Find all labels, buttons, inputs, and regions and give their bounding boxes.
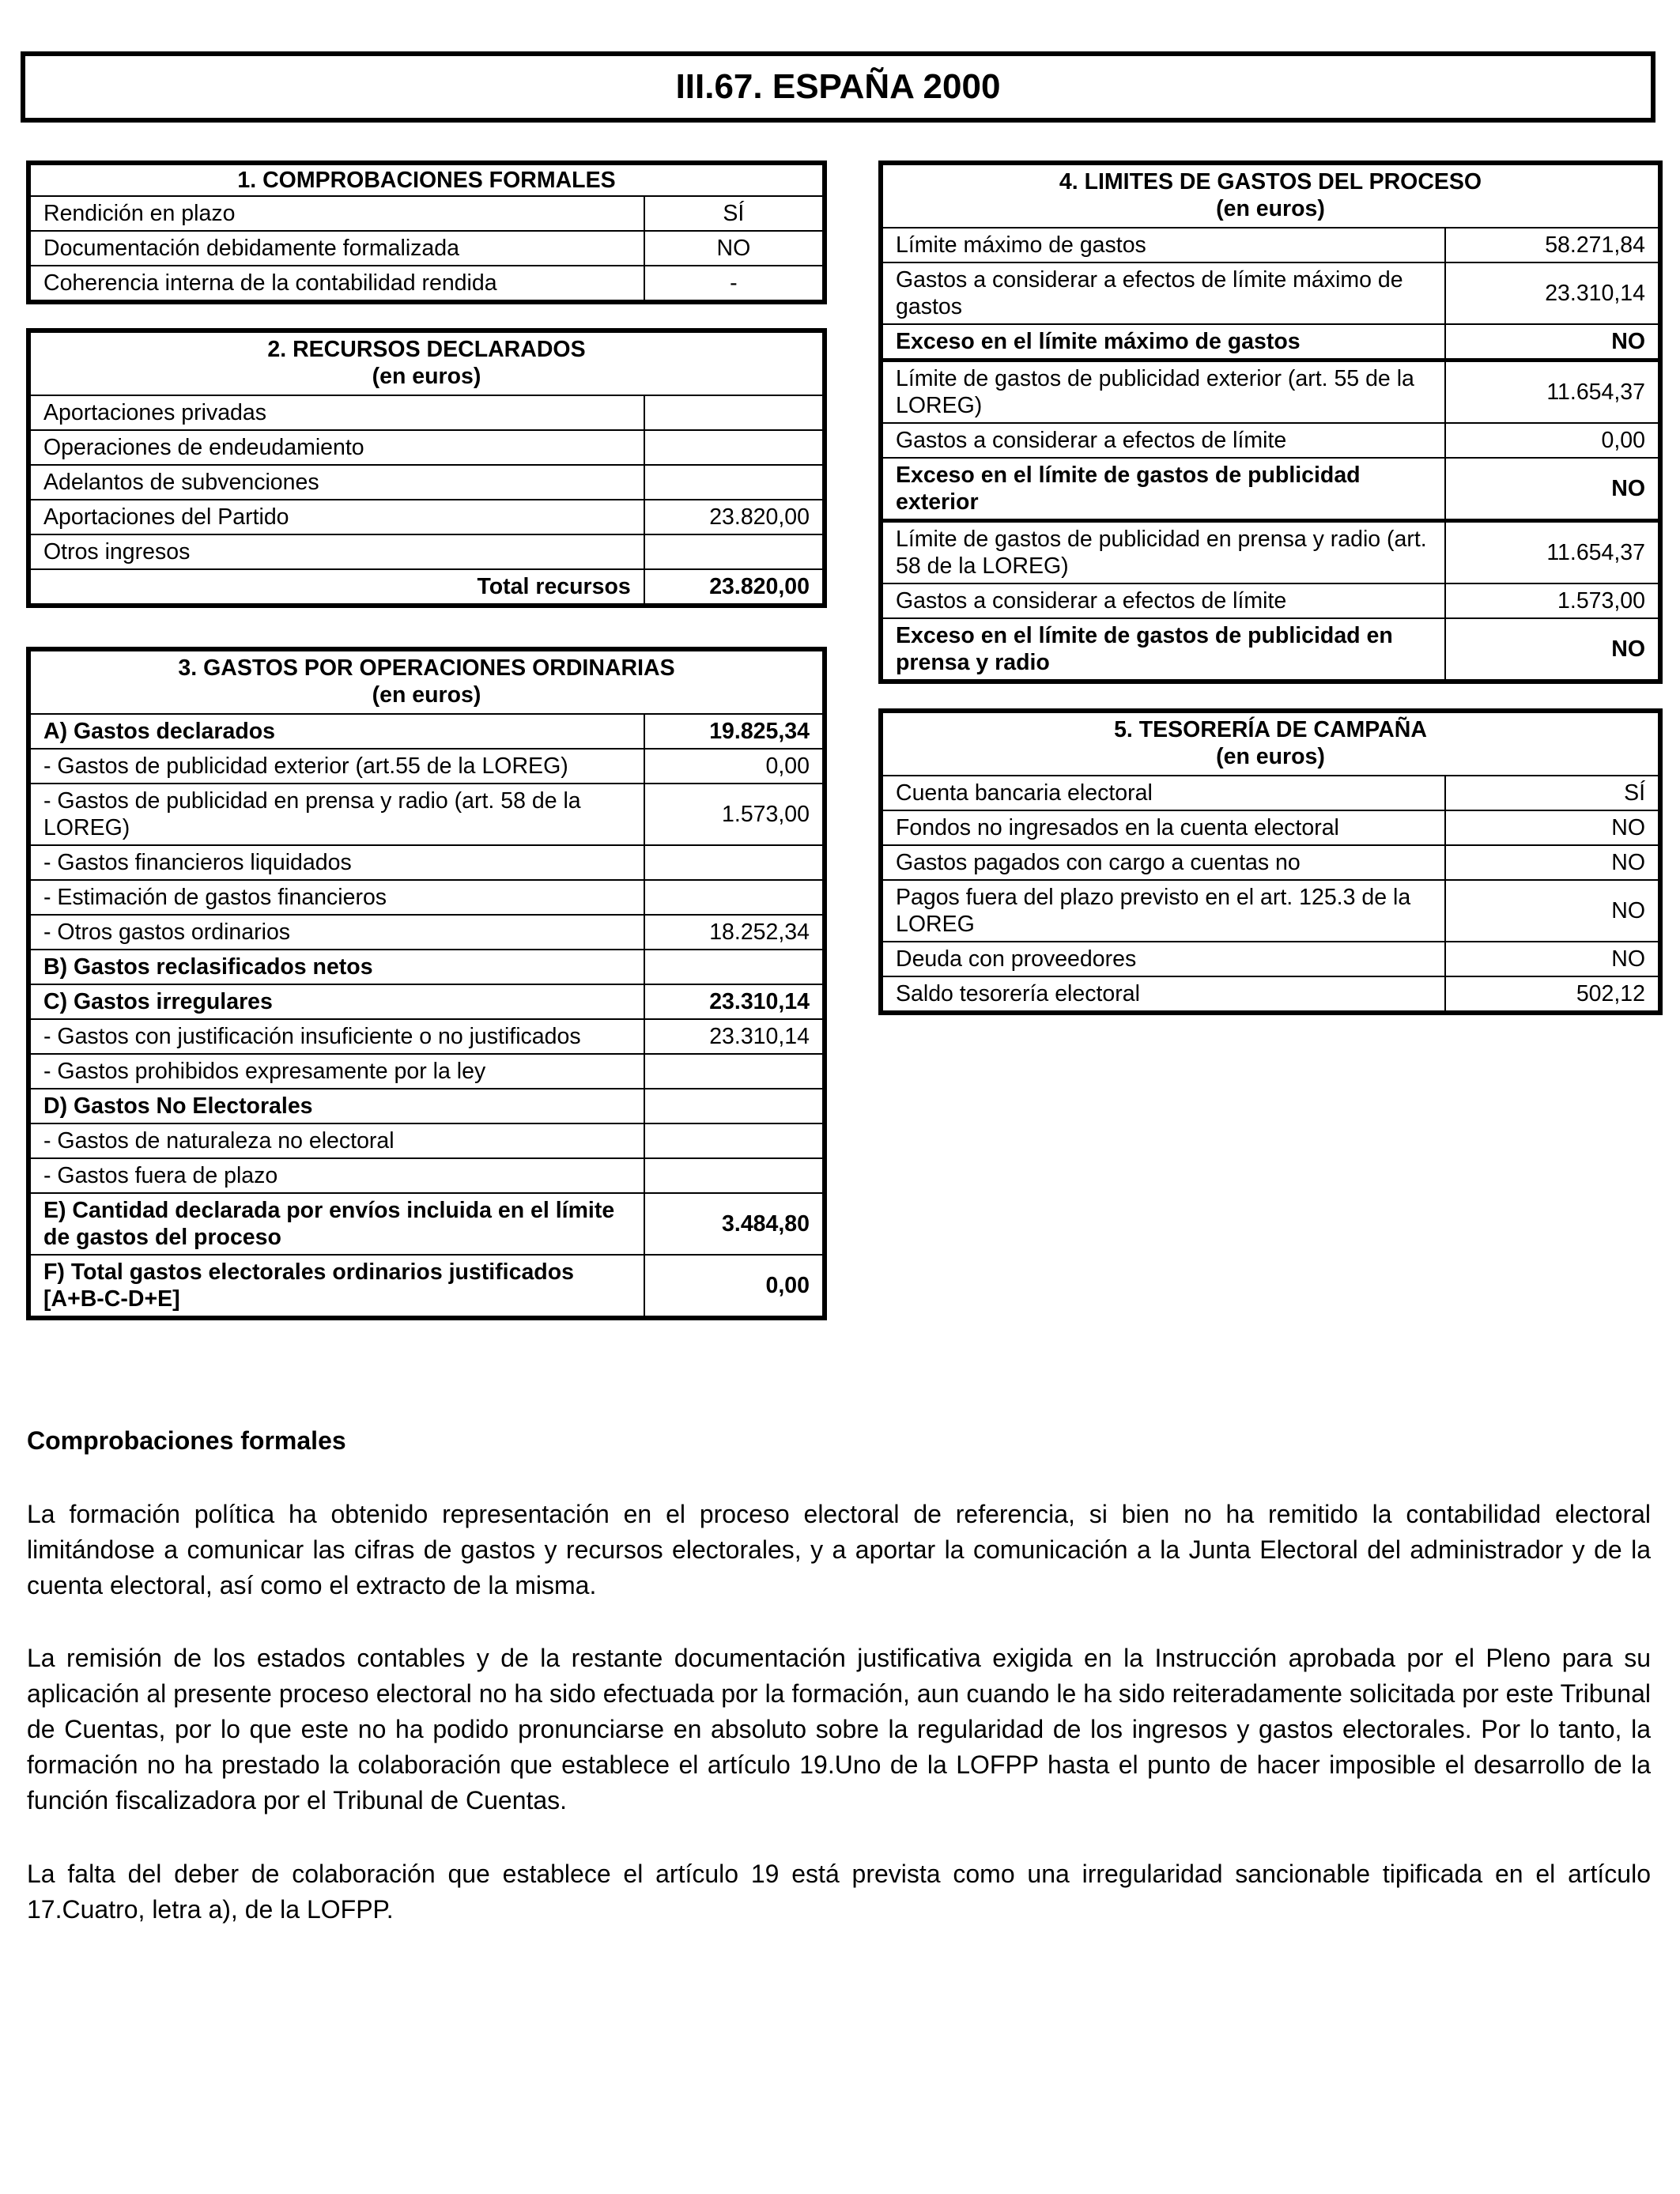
row-value: 23.310,14 [1445, 262, 1659, 324]
row-value: 502,12 [1445, 976, 1659, 1010]
section-heading: Comprobaciones formales [27, 1426, 346, 1455]
table-row [883, 228, 1658, 262]
resources-table [31, 333, 822, 603]
table-row [31, 1255, 822, 1316]
row-value: 23.310,14 [644, 1019, 822, 1054]
row-label: A) Gastos declarados [31, 714, 644, 749]
row-label: - Estimación de gastos financieros [31, 880, 644, 915]
table-row [883, 458, 1658, 521]
row-label: Rendición en plazo [31, 196, 644, 231]
row-value: 1.573,00 [1445, 583, 1659, 618]
row-label: Gastos a considerar a efectos de límite máximo de gastos [883, 262, 1445, 324]
row-value: SÍ [644, 196, 822, 231]
row-label: Límite máximo de gastos [883, 228, 1445, 262]
row-value: 11.654,37 [1445, 361, 1659, 424]
section-tesoreria-campana [878, 708, 1663, 1015]
table-row [31, 266, 822, 300]
row-value [644, 465, 822, 500]
row-label: - Gastos con justificación insuficiente o no justificados [31, 1019, 644, 1054]
section-header [883, 165, 1658, 228]
row-label: C) Gastos irregulares [31, 984, 644, 1019]
page-title: III.67. ESPAÑA 2000 [21, 51, 1655, 123]
row-value [644, 880, 822, 915]
row-value: 23.820,00 [644, 569, 822, 603]
table-row [883, 521, 1658, 584]
row-value: 3.484,80 [644, 1193, 822, 1255]
row-value: - [644, 266, 822, 300]
table-row [31, 534, 822, 569]
table-row [31, 1123, 822, 1158]
total-row [31, 569, 822, 603]
row-value: 19.825,34 [644, 714, 822, 749]
row-label: Límite de gastos de publicidad en prensa y radio (art. 58 de la LOREG) [883, 521, 1445, 584]
row-label: Operaciones de endeudamiento [31, 430, 644, 465]
row-value: NO [1445, 810, 1659, 845]
row-label: Exceso en el límite de gastos de publicidad en prensa y radio [896, 623, 1393, 675]
row-value: 11.654,37 [1445, 521, 1659, 584]
section-title: 3. GASTOS POR OPERACIONES ORDINARIAS [178, 655, 675, 681]
row-label: Pagos fuera del plazo previsto en el art. 125.3 de la LOREG [883, 880, 1445, 942]
row-label: Gastos a considerar a efectos de límite [883, 583, 1445, 618]
table-row [31, 1019, 822, 1054]
table-row [31, 500, 822, 534]
table-row [883, 324, 1658, 361]
row-value: NO [1445, 845, 1659, 880]
table-row [883, 880, 1658, 942]
row-label: - Gastos de publicidad exterior (art.55 de la LOREG) [31, 749, 644, 784]
section-limites-gastos [878, 160, 1663, 684]
section-header [31, 651, 822, 714]
section-recursos-declarados [26, 328, 827, 608]
paragraph-3: La falta del deber de colaboración que establece el artículo 19 está prevista como una irregularidad sancionable tipificada en el artículo 17.Cuatro, letra a), de la LOFPP. [27, 1860, 1651, 1924]
paragraph-1: La formación política ha obtenido representación en el proceso electoral de referencia, si bien no ha remitido la contabilidad electoral limitándose a comunicar las cifras de gastos y recursos electorales, y a aportar la comunicación a la Junta Electoral del administrador y de la cuenta electoral, así como el extracto de la misma. [27, 1500, 1651, 1599]
row-value: 23.310,14 [644, 984, 822, 1019]
row-label: Otros ingresos [31, 534, 644, 569]
row-value [644, 1123, 822, 1158]
treasury-table [883, 713, 1658, 1010]
row-label: Exceso en el límite de gastos de publicidad exterior [883, 458, 1445, 521]
table-row [883, 776, 1658, 810]
section-gastos-ordinarios [26, 647, 827, 1320]
table-row [31, 231, 822, 266]
row-value: NO [644, 231, 822, 266]
row-value: NO [1445, 942, 1659, 976]
row-value: NO [1445, 324, 1659, 361]
row-value: 58.271,84 [1445, 228, 1659, 262]
table-row [31, 950, 822, 984]
row-value: 18.252,34 [644, 915, 822, 950]
table-row [31, 1193, 822, 1255]
section-title: 1. COMPROBACIONES FORMALES [237, 168, 616, 193]
section-comprobaciones-formales [26, 160, 827, 304]
section-subtitle: (en euros) [372, 364, 481, 389]
row-value [644, 1158, 822, 1193]
row-value: NO [1445, 458, 1659, 521]
paragraph-2: La remisión de los estados contables y de la restante documentación justificativa exigida en la Instrucción aprobada por el Pleno para su aplicación al presente proceso electoral no ha sido efectuada por la formación, aun cuando le ha sido reiteradamente solicitada por este Tribunal de Cuentas, por lo que este no ha podido pronunciarse en absoluto sobre la regularidad de los ingresos y gastos electorales. Por lo tanto, la formación no ha prestado la colaboración que establece el artículo 19.Uno de la LOFPP hasta el punto de hacer imposible el desarrollo de la función fiscalizadora por el Tribunal de Cuentas. [27, 1644, 1651, 1814]
row-value: 0,00 [644, 749, 822, 784]
row-label: E) Cantidad declarada por envíos incluida en el límite de gastos del proceso [31, 1193, 644, 1255]
row-label: Límite de gastos de publicidad exterior (art. 55 de la LOREG) [883, 361, 1445, 424]
row-value [644, 1089, 822, 1123]
table-row [31, 465, 822, 500]
table-row [883, 618, 1658, 679]
row-label: - Gastos de naturaleza no electoral [31, 1123, 644, 1158]
table-row [883, 976, 1658, 1010]
row-label: Total recursos [477, 574, 631, 599]
limits-table [883, 165, 1658, 679]
section-subtitle: (en euros) [372, 682, 481, 708]
table-row [31, 749, 822, 784]
row-value: NO [1445, 880, 1659, 942]
section-subtitle: (en euros) [1216, 744, 1325, 769]
table-row [31, 984, 822, 1019]
row-label: Deuda con proveedores [883, 942, 1445, 976]
row-value: SÍ [1445, 776, 1659, 810]
table-row [883, 810, 1658, 845]
section-header [883, 713, 1658, 776]
section-subtitle: (en euros) [1216, 196, 1325, 221]
table-row [31, 714, 822, 749]
row-label: Aportaciones privadas [31, 395, 644, 430]
row-label: Gastos pagados con cargo a cuentas no [883, 845, 1445, 880]
row-value: 1.573,00 [644, 784, 822, 845]
table-row [31, 1089, 822, 1123]
row-value: 23.820,00 [644, 500, 822, 534]
row-label: Adelantos de subvenciones [31, 465, 644, 500]
row-label: Saldo tesorería electoral [896, 981, 1140, 1006]
row-label: - Gastos financieros liquidados [31, 845, 644, 880]
row-value [644, 845, 822, 880]
table-row [31, 784, 822, 845]
row-value: 0,00 [1445, 423, 1659, 458]
row-label: Coherencia interna de la contabilidad rendida [43, 270, 497, 296]
table-row [883, 845, 1658, 880]
row-label: Fondos no ingresados en la cuenta electoral [883, 810, 1445, 845]
section-title: 5. TESORERÍA DE CAMPAÑA [1114, 717, 1427, 742]
table-row [31, 915, 822, 950]
row-label: - Gastos de publicidad en prensa y radio (art. 58 de la LOREG) [31, 784, 644, 845]
row-label: Aportaciones del Partido [31, 500, 644, 534]
row-label: - Otros gastos ordinarios [31, 915, 644, 950]
table-row [31, 430, 822, 465]
row-label: Documentación debidamente formalizada [31, 231, 644, 266]
row-label: - Gastos fuera de plazo [31, 1158, 644, 1193]
table-row [31, 196, 822, 231]
table-row [883, 942, 1658, 976]
section-header [31, 165, 822, 196]
table-row [31, 1054, 822, 1089]
row-value [644, 534, 822, 569]
row-value [644, 950, 822, 984]
expenses-table [31, 651, 822, 1316]
row-value [644, 1054, 822, 1089]
row-label: B) Gastos reclasificados netos [31, 950, 644, 984]
table-row [31, 395, 822, 430]
row-label: Gastos a considerar a efectos de límite [883, 423, 1445, 458]
section-header [31, 333, 822, 395]
table-row [883, 262, 1658, 324]
table-row [31, 880, 822, 915]
table-row [883, 583, 1658, 618]
row-label: Cuenta bancaria electoral [883, 776, 1445, 810]
row-label: Exceso en el límite máximo de gastos [883, 324, 1445, 361]
section-title: 2. RECURSOS DECLARADOS [267, 337, 586, 362]
table-row [31, 1158, 822, 1193]
row-value: 0,00 [644, 1255, 822, 1316]
row-label: F) Total gastos electorales ordinarios justificados [A+B-C-D+E] [43, 1259, 574, 1312]
table-row [883, 423, 1658, 458]
row-label: D) Gastos No Electorales [31, 1089, 644, 1123]
formal-checks-table [31, 165, 822, 300]
section-title: 4. LIMITES DE GASTOS DEL PROCESO [1059, 169, 1482, 194]
row-value [644, 430, 822, 465]
table-row [883, 361, 1658, 424]
row-label: - Gastos prohibidos expresamente por la ley [31, 1054, 644, 1089]
table-row [31, 845, 822, 880]
row-value [644, 395, 822, 430]
row-value: NO [1445, 618, 1659, 679]
